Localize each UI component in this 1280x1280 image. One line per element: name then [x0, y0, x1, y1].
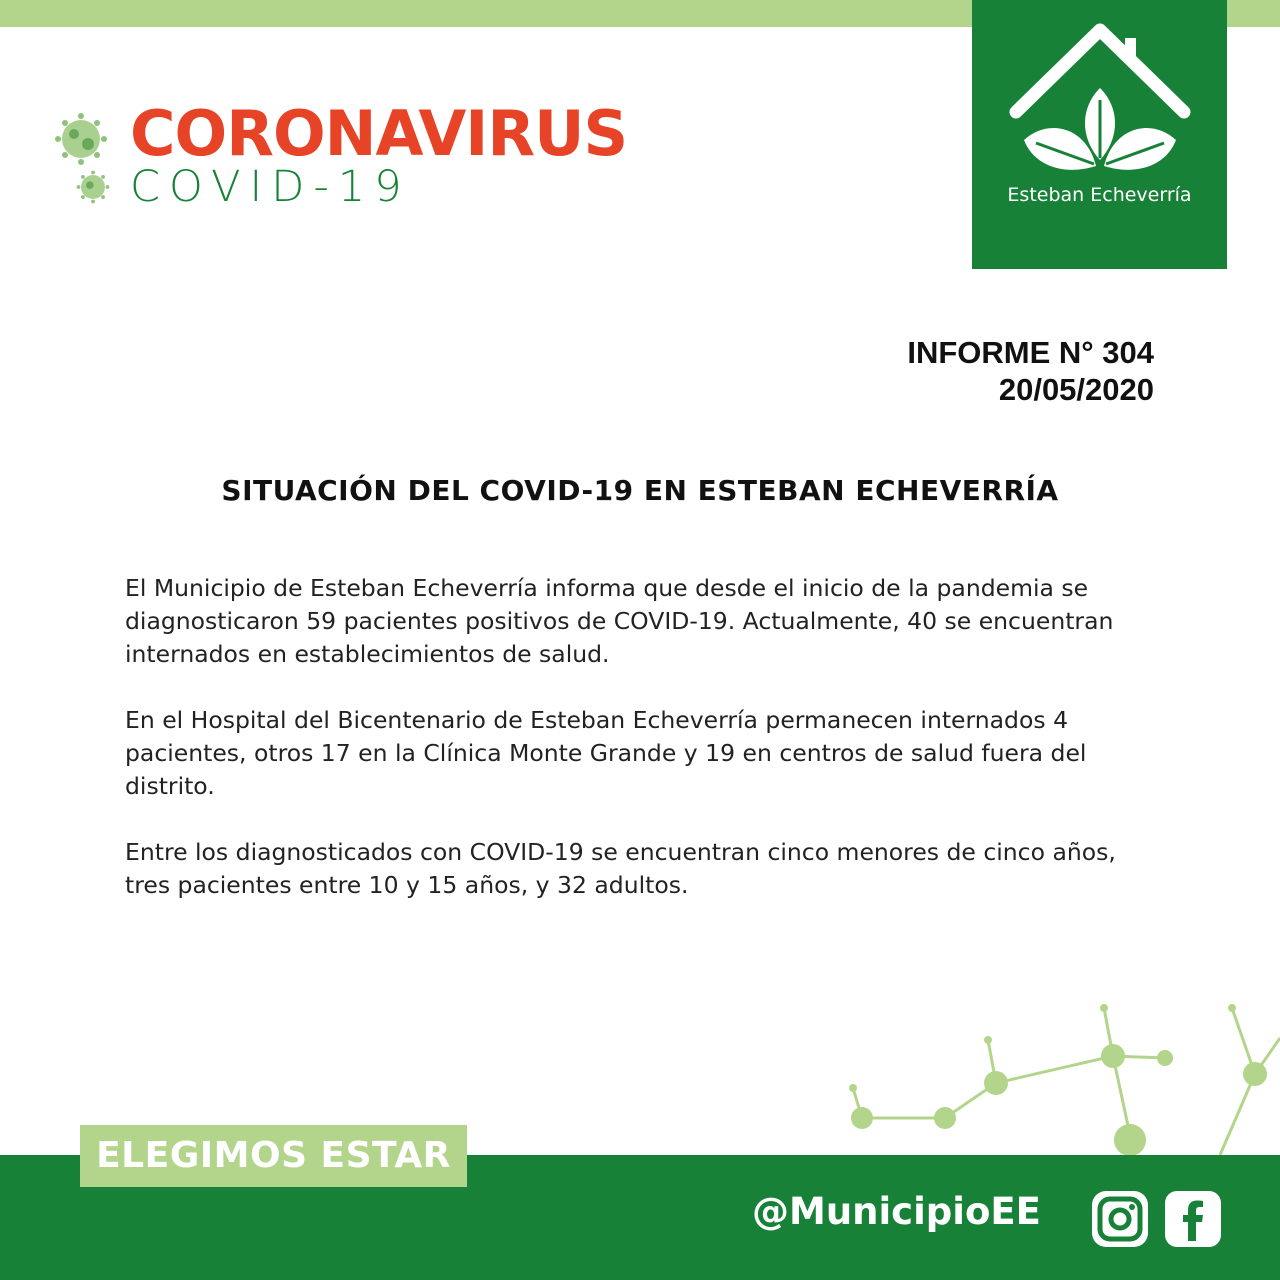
- instagram-icon: [1090, 1189, 1150, 1249]
- virus-icon: [54, 112, 108, 166]
- facebook-icon: [1163, 1189, 1223, 1249]
- slogan-banner: [80, 1125, 467, 1187]
- title-covid19: COVID-19: [130, 162, 411, 212]
- title-coronavirus: CORONAVIRUS: [130, 97, 628, 170]
- house-leaf-logo: [972, 0, 1227, 269]
- molecule-decoration: [820, 990, 1280, 1160]
- virus-icon: [76, 170, 110, 204]
- municipality-logo: [972, 0, 1227, 269]
- social-handle: @MunicipioEE: [752, 1190, 1041, 1233]
- slogan-text: ELEGIMOS ESTAR: [96, 1135, 451, 1176]
- paragraph: El Municipio de Esteban Echeverría informa que desde el inicio de la pandemia se diagnosticaron 59 pacientes positivos de COVID-19. Actualmente, 40 se encuentran internados en establecimientos de salud.: [125, 574, 1114, 668]
- report-header: [907, 334, 1154, 408]
- logo-name: Esteban Echeverría: [1007, 184, 1192, 206]
- paragraph: En el Hospital del Bicentenario de Esteban Echeverría permanecen internados 4 pacientes, otros 17 en la Clínica Monte Grande y 19 en centros de salud fuera del distrito.: [125, 706, 1087, 800]
- report-date: 20/05/2020: [998, 372, 1154, 407]
- report-number: INFORME N° 304: [907, 335, 1154, 370]
- paragraph: Entre los diagnosticados con COVID-19 se encuentran cinco menores de cinco años, tres pacientes entre 10 y 15 años, y 32 adultos.: [125, 838, 1116, 899]
- page-headline: SITUACIÓN DEL COVID-19 EN ESTEBAN ECHEVERRÍA: [221, 474, 1059, 507]
- report-body: [125, 572, 1165, 935]
